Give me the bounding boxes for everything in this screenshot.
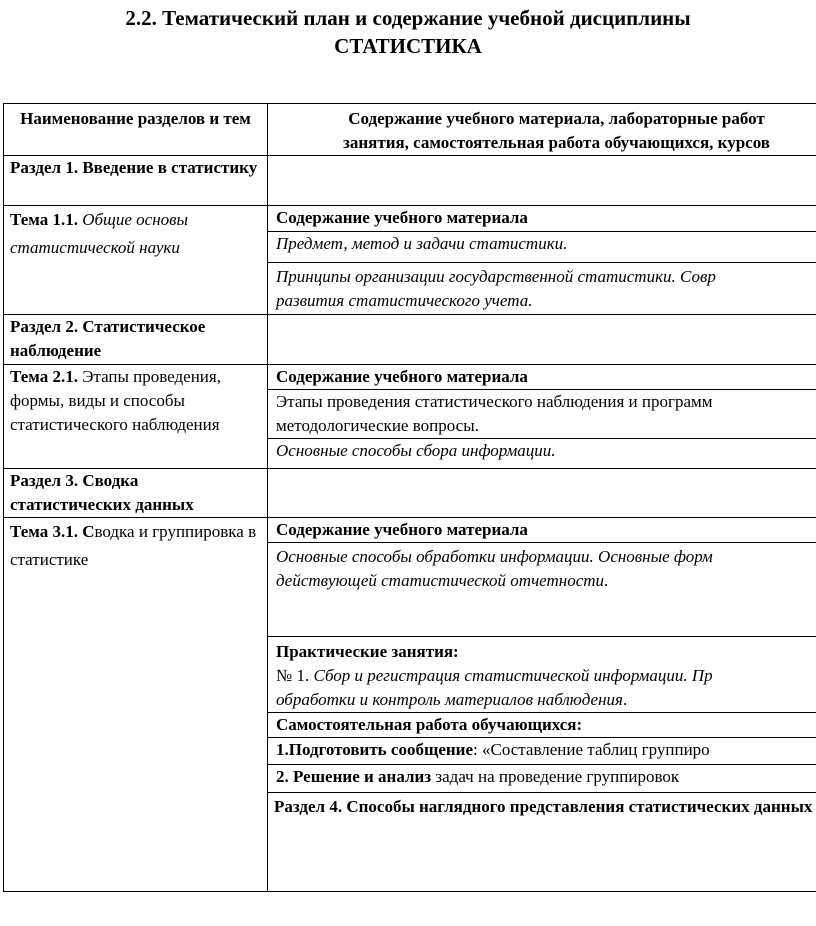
content-item: Предмет, метод и задачи статистики. xyxy=(268,232,816,263)
practice-number: № 1. xyxy=(276,666,314,685)
content-item: Основные способы сбора информации. xyxy=(268,439,816,469)
empty-cell xyxy=(268,156,816,206)
section-2-title: Раздел 2. Статистическое наблюдение xyxy=(4,315,268,365)
content-line: Принципы организации государственной статистики. Совр xyxy=(276,267,716,286)
header-content-line2: занятия, самостоятельная работа обучающихся, курсов xyxy=(343,133,770,152)
section-1-title: Раздел 1. Введение в статистику xyxy=(4,156,268,206)
content-line: действующей статистической отчетности. xyxy=(276,571,609,590)
content-line: Основные способы обработки информации. Основные форм xyxy=(276,547,713,566)
topic-name: Этапы проведения, формы, виды и способы статистического наблюдения xyxy=(10,367,221,434)
section-row xyxy=(4,469,816,518)
content-line: развития статистического учета. xyxy=(276,291,533,310)
content-item xyxy=(268,543,816,637)
topic-name: водка и группировка в статистике xyxy=(10,522,257,569)
content-line: методологические вопросы. xyxy=(276,416,479,435)
content-heading: Содержание учебного материала xyxy=(268,206,816,232)
content-heading: Содержание учебного материала xyxy=(268,518,816,543)
practice-line: № 1. Сбор и регистрация статистической информации. Пр xyxy=(276,666,713,685)
section-4-title: Раздел 4. Способы наглядного представления статистических данных xyxy=(268,793,816,892)
self-work-item: 2. Решение и анализ задач на проведение группировок xyxy=(268,765,816,793)
practice-cell xyxy=(268,637,816,713)
topic-row xyxy=(4,206,816,232)
topic-name: Общие основы статистической науки xyxy=(10,210,189,257)
section-row xyxy=(4,315,816,365)
empty-cell xyxy=(268,469,816,518)
self-work-item: 1.Подготовить сообщение: «Составление таблиц группиро xyxy=(268,738,816,765)
topic-row xyxy=(4,365,816,390)
discipline-name: СТАТИСТИКА xyxy=(334,34,482,58)
self-work-heading: Самостоятельная работа обучающихся: xyxy=(268,713,816,738)
table-header-row xyxy=(4,104,816,156)
topic-number: Тема 1.1. xyxy=(10,210,78,229)
topic-2-1 xyxy=(4,365,268,469)
empty-cell xyxy=(268,315,816,365)
content-heading: Содержание учебного материала xyxy=(268,365,816,390)
thematic-plan-table xyxy=(3,103,816,892)
header-col-content xyxy=(268,104,816,156)
header-col-sections: Наименование разделов и тем xyxy=(4,104,268,156)
topic-number: Тема 2.1. xyxy=(10,367,78,386)
content-item xyxy=(268,390,816,439)
practice-line: обработки и контроль материалов наблюдения. xyxy=(276,690,628,709)
content-line: Этапы проведения статистического наблюдения и программ xyxy=(276,392,713,411)
topic-number: Тема 3.1. С xyxy=(10,522,95,541)
section-row xyxy=(4,156,816,206)
header-content-line1: Содержание учебного материала, лабораторные работ xyxy=(348,109,765,128)
topic-3-1 xyxy=(4,518,268,892)
page-title: 2.2. Тематический план и содержание учебной дисциплины xyxy=(125,6,691,30)
content-item xyxy=(268,263,816,315)
practice-heading: Практические занятия: xyxy=(276,642,459,661)
topic-row xyxy=(4,518,816,543)
section-3-title: Раздел 3. Сводка статистических данных xyxy=(4,469,268,518)
topic-1-1 xyxy=(4,206,268,315)
